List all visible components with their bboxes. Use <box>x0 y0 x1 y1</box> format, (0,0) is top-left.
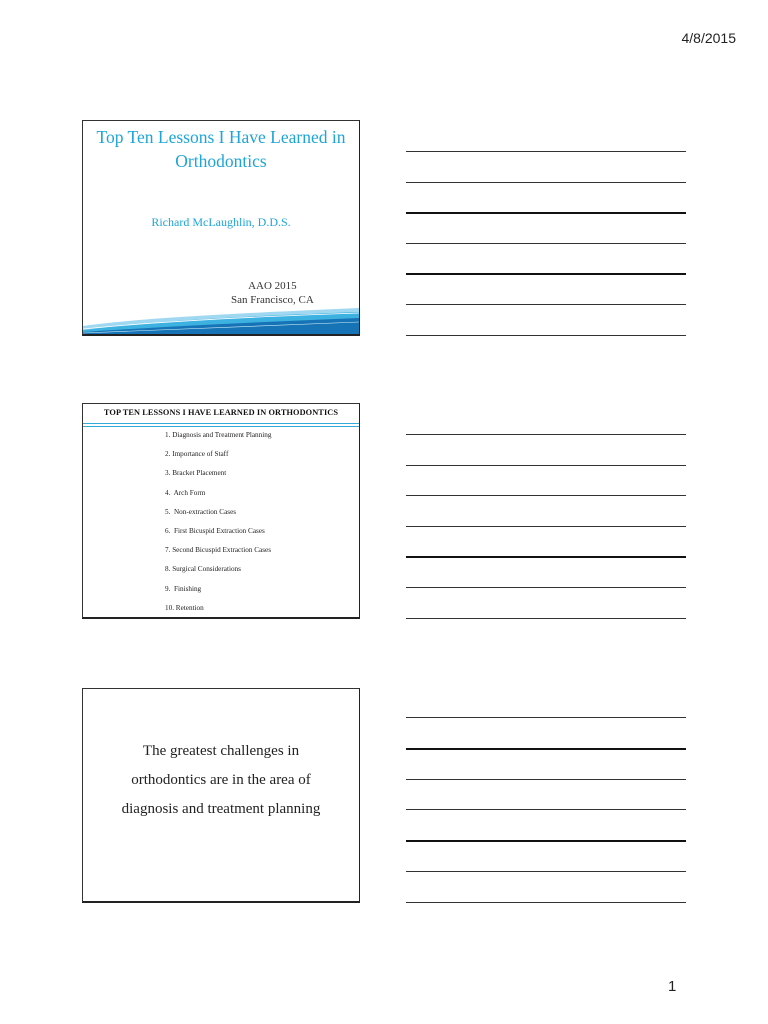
notes-line <box>406 182 686 183</box>
list-item: 3. Bracket Placement <box>165 469 227 478</box>
notes-line <box>406 840 686 842</box>
slide-1-title-line-2: Orthodontics <box>175 151 267 171</box>
slide-2-divider <box>83 426 359 427</box>
slide-3-line-1: The greatest challenges in <box>142 743 300 759</box>
slide-1-wave-decoration <box>83 304 359 334</box>
list-item: 5. Non-extraction Cases <box>165 507 237 516</box>
notes-line <box>406 556 686 558</box>
notes-line <box>406 779 686 780</box>
page-date: 4/8/2015 <box>681 30 736 46</box>
slide-3-line-2: orthodontics are in the area of <box>131 772 311 788</box>
notes-line <box>406 151 686 152</box>
notes-line <box>406 212 686 214</box>
slide-3-statement <box>82 688 360 903</box>
slide-1-event-location: San Francisco, CA <box>231 294 314 306</box>
list-item: 1. Diagnosis and Treatment Planning <box>165 431 272 439</box>
slide-1-title-slide <box>82 120 360 336</box>
slide-1-event-name: AAO 2015 <box>248 280 297 292</box>
notes-line <box>406 618 686 619</box>
list-item: 4. Arch Form <box>165 488 206 497</box>
list-item: 6. First Bicuspid Extraction Cases <box>165 526 265 535</box>
slide-2-lesson-items <box>165 430 271 619</box>
slide-1-title <box>83 125 359 173</box>
notes-line <box>406 465 686 466</box>
list-item: 9. Finishing <box>165 584 202 593</box>
slide-2-title: TOP TEN LESSONS I HAVE LEARNED IN ORTHODONTICS <box>103 408 339 417</box>
slide-3-text <box>83 737 359 824</box>
slide-1-author: Richard McLaughlin, D.D.S. <box>151 215 291 229</box>
notes-line <box>406 871 686 872</box>
notes-line <box>406 902 686 903</box>
slide-2-divider <box>83 423 359 424</box>
slide-2-lesson-list <box>82 403 360 619</box>
notes-line <box>406 809 686 810</box>
notes-line <box>406 587 686 588</box>
list-item: 8. Surgical Considerations <box>165 565 241 574</box>
notes-line <box>406 304 686 305</box>
notes-line <box>406 717 686 718</box>
slide-1-title-line-1: Top Ten Lessons I Have Learned in <box>96 127 346 147</box>
list-item: 2. Importance of Staff <box>165 450 229 459</box>
notes-line <box>406 526 686 527</box>
notes-line <box>406 495 686 496</box>
list-item: 7. Second Bicuspid Extraction Cases <box>165 546 271 555</box>
notes-line <box>406 243 686 244</box>
slide-3-line-3: diagnosis and treatment planning <box>121 801 321 817</box>
notes-line <box>406 434 686 435</box>
notes-line <box>406 273 686 275</box>
page-number: 1 <box>668 978 677 995</box>
notes-line <box>406 748 686 750</box>
list-item: 10. Retention <box>165 603 204 612</box>
notes-line <box>406 335 686 336</box>
slide-1-event <box>231 279 314 307</box>
